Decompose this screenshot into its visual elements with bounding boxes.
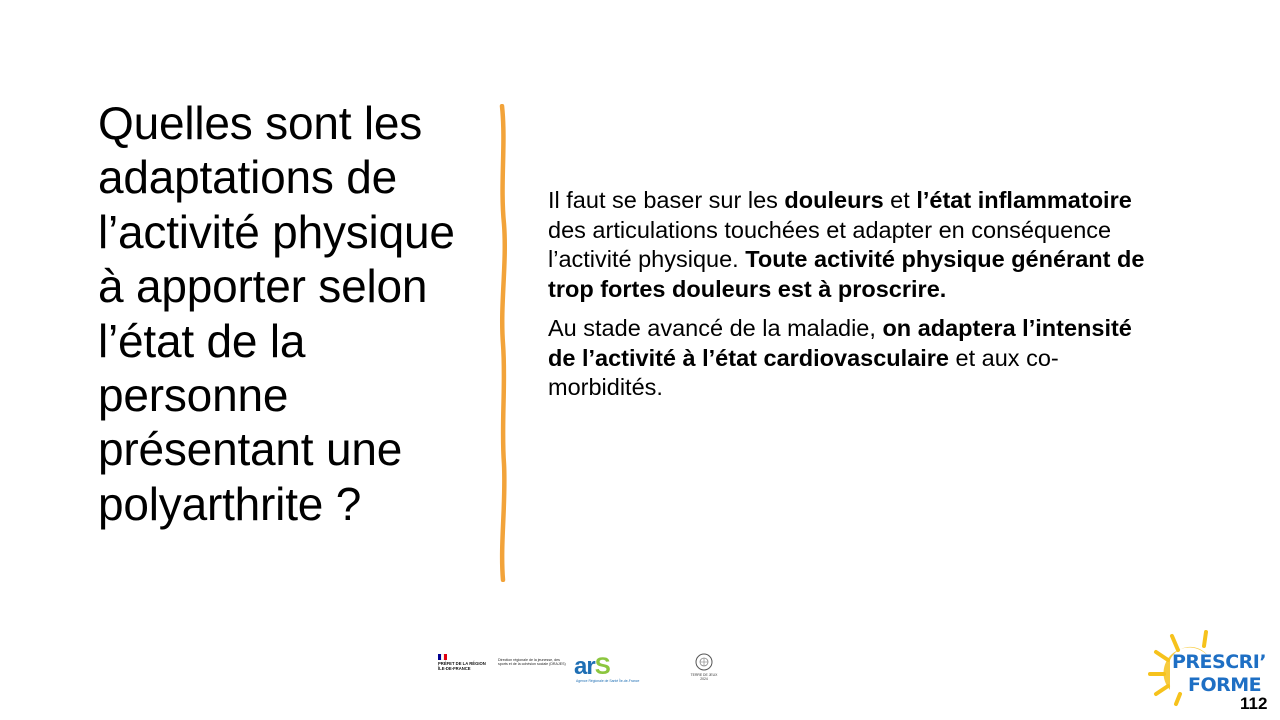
drajes-logo-text: Direction régionale de la jeunesse, des sports et de la cohésion sociale (DRAJES) — [498, 658, 566, 667]
emphasis-proscrire: Toute activité physique générant de trop fortes douleurs est à proscrire. — [548, 246, 1145, 302]
prescriforme-line-1: PRESCRI’ — [1172, 651, 1267, 673]
text-fragment: Il faut se baser sur les — [548, 187, 785, 213]
prefet-logo-text: PRÉFET DE LA RÉGION ÎLE-DE-FRANCE — [438, 661, 486, 671]
prefet-logo — [436, 652, 486, 686]
answer-paragraph-1 — [548, 186, 1148, 304]
french-flag-icon — [438, 654, 447, 660]
terre-de-jeux-logo — [690, 652, 718, 684]
text-fragment: et — [883, 187, 917, 213]
slide-question-title: Quelles sont les adaptations de l’activité physique à apporter selon l’état de la personne présentant une polyarthrite ? — [98, 97, 455, 530]
page-number: 112 — [1240, 694, 1268, 713]
olympic-emblem-icon — [690, 652, 718, 674]
ars-letter-a: a — [574, 653, 587, 680]
text-fragment: Au stade avancé de la maladie, — [548, 315, 883, 341]
emphasis-etat-inflammatoire: l’état inflammatoire — [916, 187, 1132, 213]
emphasis-intensite: on adaptera l’intensité de l’activité à l’état cardiovasculaire — [548, 315, 1132, 371]
answer-paragraph-2 — [548, 314, 1148, 403]
ars-logo — [574, 653, 640, 688]
terre-de-jeux-text: TERRE DE JEUX 2024 — [690, 673, 718, 681]
answer-text — [548, 186, 1148, 413]
ars-letter-s: S — [594, 653, 610, 680]
partner-logos — [436, 652, 736, 688]
text-fragment: et aux co-morbidités. — [548, 344, 1059, 400]
emphasis-douleurs: douleurs — [784, 187, 884, 213]
text-fragment: des articulations touchées et adapter en conséquence l’activité physique. — [548, 216, 1112, 272]
ars-subtitle: Agence Régionale de Santé Île-de-France — [576, 679, 640, 683]
wavy-divider-line — [492, 104, 514, 582]
prescriforme-line-2: FORME — [1188, 674, 1262, 696]
ars-letter-r: r — [586, 653, 595, 680]
